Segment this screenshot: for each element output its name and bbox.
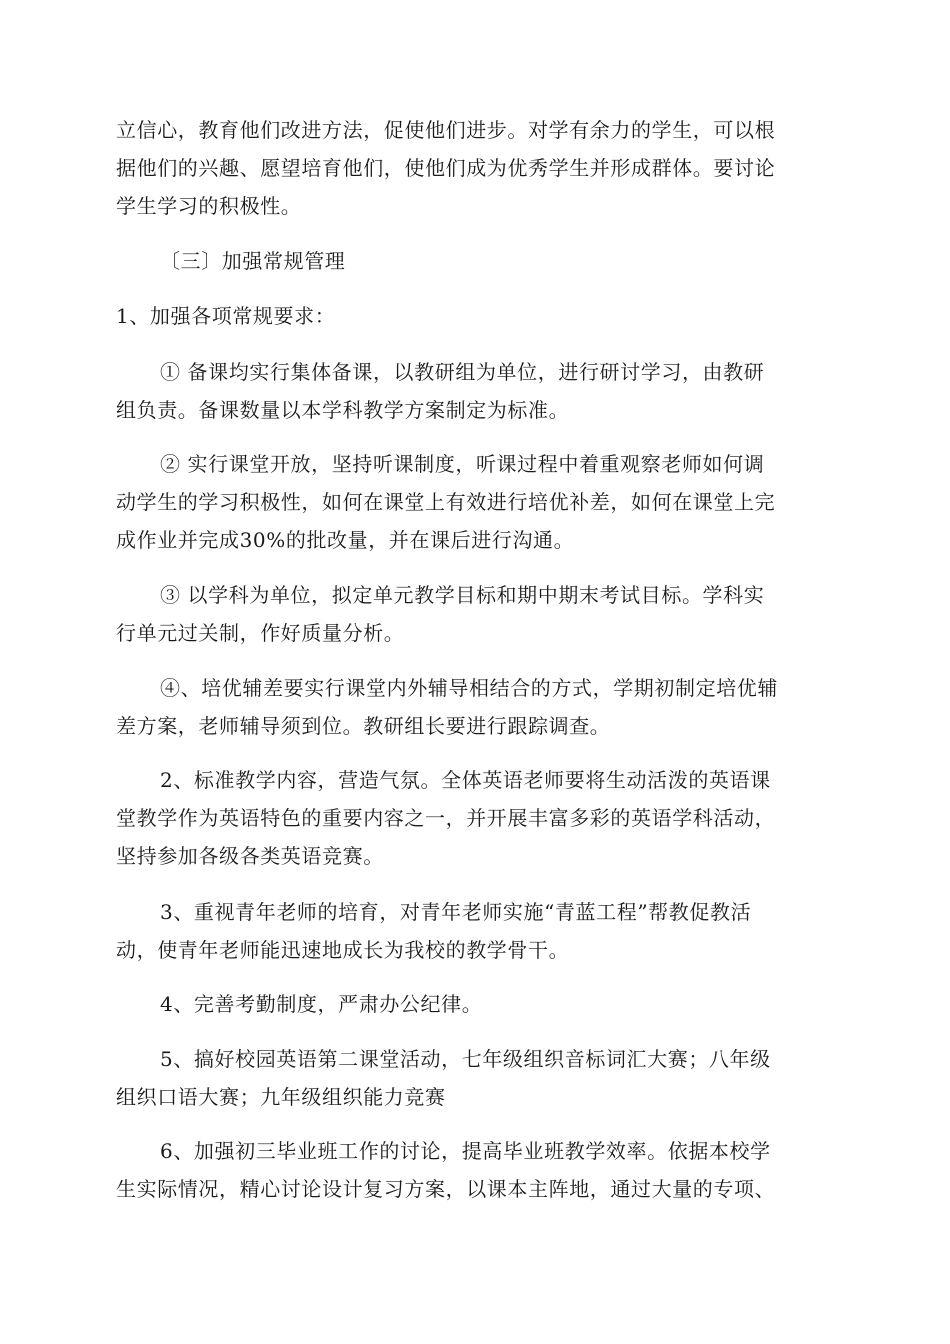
text-line: 堂教学作为英语特色的重要内容之一，并开展丰富多彩的英语学科活动， — [116, 806, 776, 830]
text-line: 生实际情况，精心讨论设计复习方案，以课本主阵地，通过大量的专项、 — [116, 1177, 776, 1201]
paragraph-item-1 — [116, 353, 834, 429]
text-line: ① 备课均实行集体备课，以教研组为单位，进行研讨学习，由教研 — [160, 360, 765, 384]
section-heading-text: 〔三〕加强常规管理 — [160, 249, 346, 273]
text-line: 差方案，老师辅导须到位。教研组长要进行跟踪调查。 — [116, 714, 611, 738]
text-line: 据他们的兴趣、愿望培育他们，使他们成为优秀学生并形成群体。要讨论 — [116, 156, 776, 180]
section-heading — [116, 242, 834, 280]
text-line: 行单元过关制，作好质量分析。 — [116, 621, 405, 645]
text-line: 组负责。备课数量以本学科教学方案制定为标准。 — [116, 398, 570, 422]
text-line: 6、加强初三毕业班工作的讨论，提高毕业班教学效率。依据本校学 — [160, 1139, 771, 1163]
text-line: 2、标准教学内容，营造气氛。全体英语老师要将生动活泼的英语课 — [160, 768, 771, 792]
subsection-heading — [116, 297, 834, 335]
paragraph-item-3 — [116, 576, 834, 652]
text-line: 学生学习的积极性。 — [116, 194, 302, 218]
subsection-heading-text: 1、加强各项常规要求： — [116, 304, 336, 328]
paragraph-point-3 — [116, 893, 834, 969]
paragraph-point-5 — [116, 1040, 834, 1116]
text-line: 3、重视青年老师的培育，对青年老师实施“青蓝工程”帮教促教活 — [160, 900, 752, 924]
text-line: 成作业并完成30%的批改量，并在课后进行沟通。 — [116, 528, 575, 552]
text-line: ② 实行课堂开放，坚持听课制度，听课过程中着重观察老师如何调 — [160, 452, 765, 476]
text-line: ④、培优辅差要实行课堂内外辅导相结合的方式，学期初制定培优辅 — [160, 676, 778, 700]
paragraph-point-2 — [116, 761, 834, 875]
paragraph-item-2 — [116, 445, 834, 559]
text-line: 组织口语大赛；九年级组织能力竞赛 — [116, 1085, 446, 1109]
text-line: 5、搞好校园英语第二课堂活动，七年级组织音标词汇大赛；八年级 — [160, 1047, 771, 1071]
paragraph-point-6 — [116, 1132, 834, 1208]
paragraph-point-4 — [116, 985, 834, 1023]
paragraph-continuation — [116, 111, 834, 225]
text-line: 坚持参加各级各类英语竞赛。 — [116, 844, 384, 868]
text-line: ③ 以学科为单位，拟定单元教学目标和期中期末考试目标。学科实 — [160, 583, 765, 607]
text-line: 4、完善考勤制度，严肃办公纪律。 — [160, 992, 483, 1016]
text-line: 动，使青年老师能迅速地成长为我校的教学骨干。 — [116, 938, 570, 962]
text-line: 立信心，教育他们改进方法，促使他们进步。对学有余力的学生，可以根 — [116, 118, 776, 142]
text-line: 动学生的学习积极性，如何在课堂上有效进行培优补差，如何在课堂上完 — [116, 490, 776, 514]
paragraph-item-4 — [116, 669, 834, 745]
